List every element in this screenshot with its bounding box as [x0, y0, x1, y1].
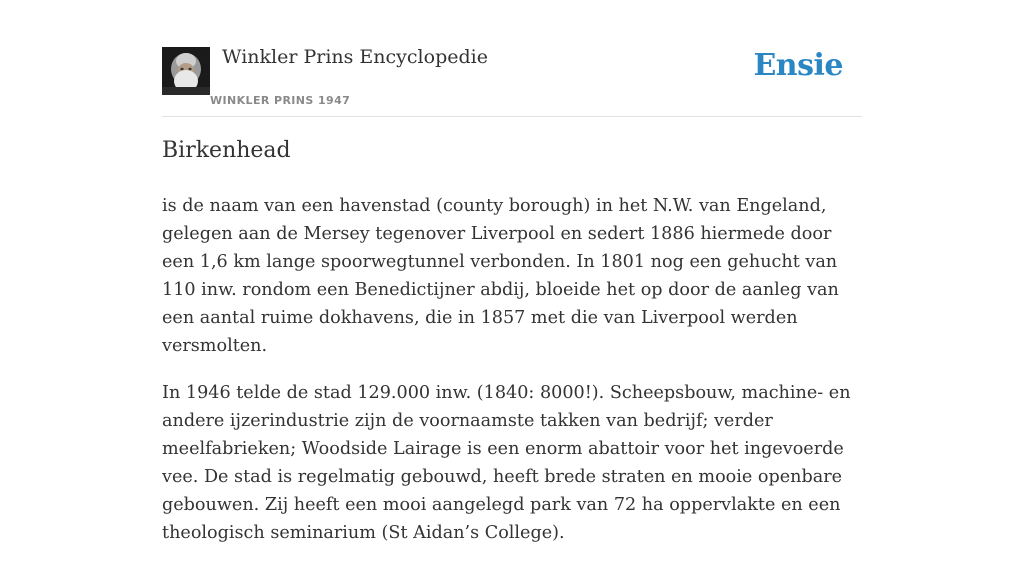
portrait-image [162, 47, 210, 95]
article-title: Birkenhead [162, 138, 291, 163]
author-avatar[interactable] [162, 47, 210, 95]
article-paragraph: is de naam van een havenstad (county borough) in het N.W. van Engeland, gelegen aan de Mersey tegenover Liverpool en sedert 1886 hiermede door een 1,6 km lange spoorwegtunnel verbonden. In 1801 nog een gehucht van 110 inw. rondom een Benedictijner abdij, bloeide het op door de aanleg van een aantal ruime dokhavens, die in 1857 met die van Liverpool werden versmolten. [162, 196, 839, 356]
source-edition[interactable]: WINKLER PRINS 1947 [210, 94, 351, 107]
source-title[interactable]: Winkler Prins Encyclopedie [222, 46, 488, 68]
brand-logo[interactable]: Ensie [753, 48, 843, 83]
article-body [162, 192, 862, 566]
article-paragraph: In 1946 telde de stad 129.000 inw. (1840: 8000!). Scheepsbouw, machine- en andere ijzerindustrie zijn de voornaamste takken van bedrijf; verder meelfabrieken; Woodside Lairage is een enorm abattoir voor het ingevoerde vee. De stad is regelmatig gebouwd, heeft brede straten en mooie openbare gebouwen. Zij heeft een mooi aangelegd park van 72 ha oppervlakte en een theologisch seminarium (St Aidan’s College). [162, 383, 851, 543]
source-header [162, 44, 862, 117]
